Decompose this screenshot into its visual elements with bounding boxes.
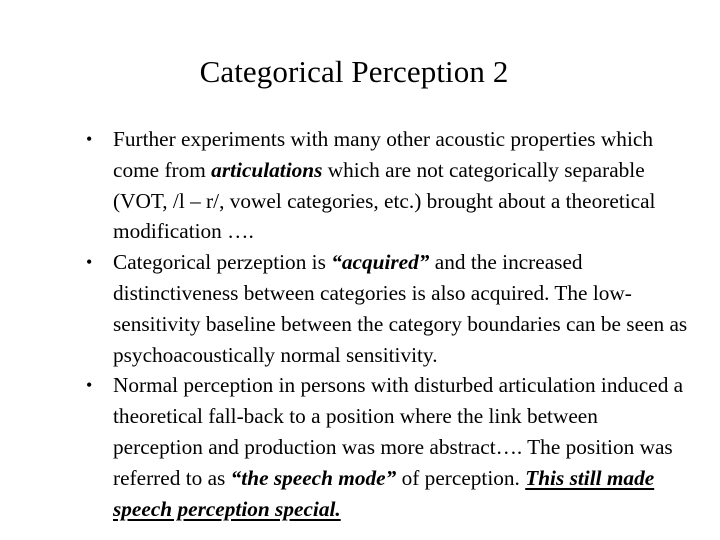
bullet-item-1 (82, 124, 692, 247)
bullet-2-text-continued: and the increased distinctiveness between categories is also acquired. The low-sensitivity baseline between the category boundaries can be seen as psychoacoustically normal sensitivity. (113, 250, 688, 367)
bullet-1-emphasis-articulations: articulations (211, 157, 323, 182)
bullet-3-emphasis-conclusion: This still made speech perception special. (113, 465, 655, 521)
bullet-icon: • (86, 375, 93, 396)
bullet-3-text: Normal perception in persons with disturbed articulation induced a theoretical fall-back to a position where the link between perception and production was more abstract…. The position was referred to as (113, 373, 684, 490)
bullet-list (82, 124, 692, 524)
bullet-item-2 (82, 247, 692, 370)
bullet-1-text: Further experiments with many other acoustic properties which come from (113, 127, 653, 182)
bullet-1-text-continued: which are not categorically separable (VOT, /l – r/, vowel categories, etc.) brought about a theoretical modification …. (113, 157, 656, 244)
bullet-icon: • (86, 129, 93, 149)
bullet-2-text: Categorical perzeption is (113, 250, 332, 275)
bullet-3-text-continued: of perception. (396, 465, 526, 490)
bullet-3-emphasis-speech-mode: “the speech mode” (230, 465, 397, 490)
slide-title: Categorical Perception 2 (199, 54, 509, 89)
bullet-2-emphasis-acquired: “acquired” (331, 250, 430, 275)
bullet-item-3 (82, 370, 692, 524)
bullet-icon: • (86, 252, 93, 273)
